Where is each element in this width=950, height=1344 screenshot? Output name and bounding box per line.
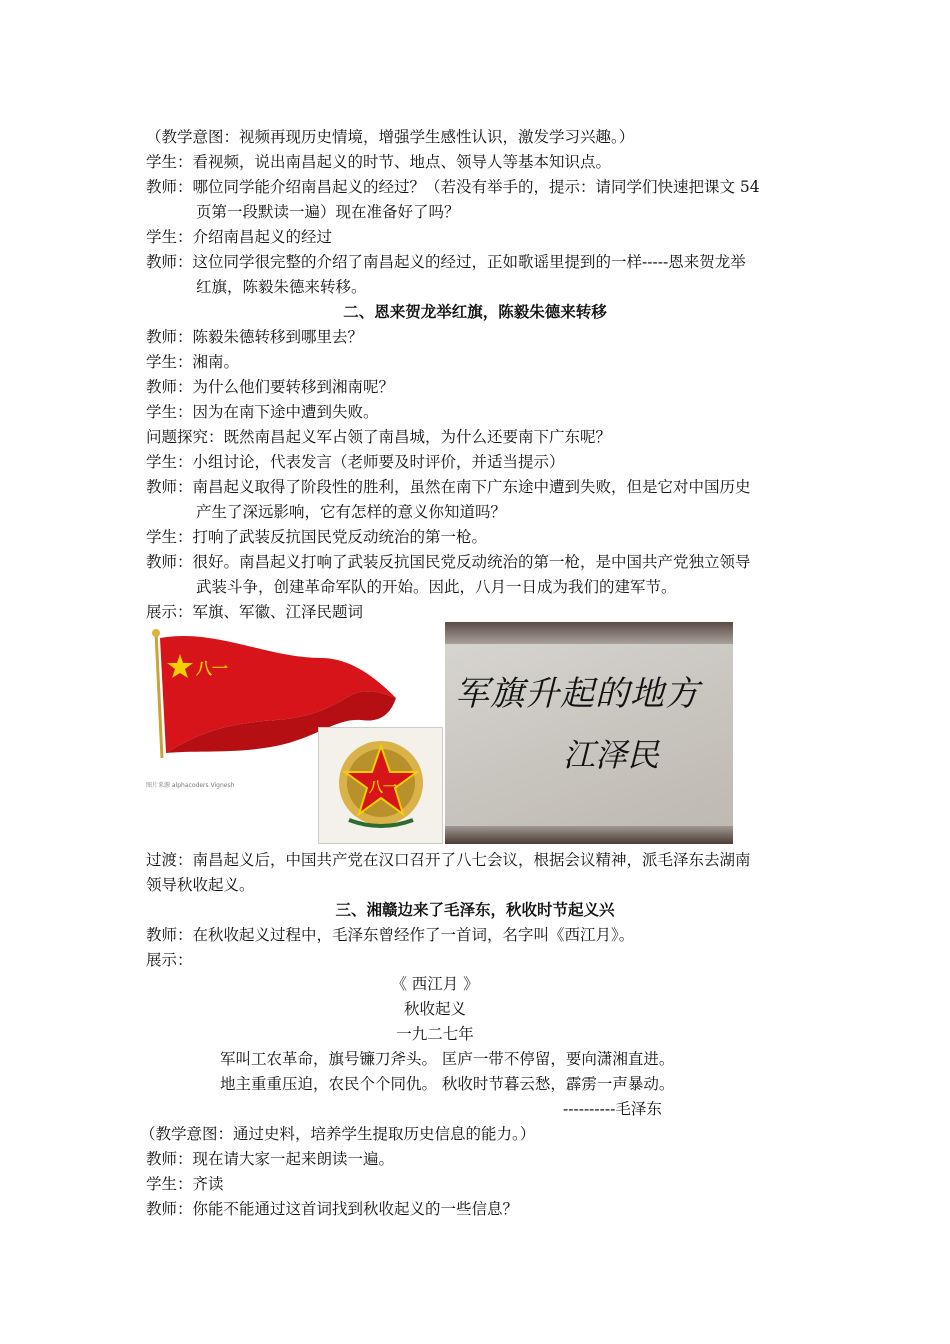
student-line: 学生：看视频，说出南昌起义的时节、地点、领导人等基本知识点。 — [146, 153, 612, 171]
teacher-line: 教师：哪位同学能介绍南昌起义的经过？（若没有举手的，提示：请同学们快速把课文 54 — [146, 178, 760, 196]
teacher-line-cont: 产生了深远影响，它有怎样的意义你知道吗？ — [196, 503, 507, 521]
teacher-line: 教师：你能不能通过这首词找到秋收起义的一些信息？ — [146, 1200, 519, 1218]
student-line: 学生：因为在南下途中遭到失败。 — [146, 403, 379, 421]
student-line: 学生：湘南。 — [146, 353, 240, 371]
poem-subtitle: 秋收起义 — [403, 1000, 466, 1018]
teacher-line-cont: 红旗，陈毅朱德来转移。 — [196, 278, 367, 296]
calligraphy-image — [445, 622, 733, 844]
teaching-intent-2: （教学意图：通过史料，培养学生提取历史信息的能力。） — [140, 1125, 536, 1143]
flag-caption: 图片来源 alphacoders Vignesh — [146, 782, 235, 789]
poem-year: 一九二七年 — [396, 1025, 474, 1043]
badge-text: 八一 — [369, 780, 397, 796]
teacher-line: 教师：南昌起义取得了阶段性的胜利，虽然在南下广东途中遭到失败，但是它对中国历史 — [146, 478, 751, 496]
teacher-line-cont: 武装斗争，创建革命军队的开始。因此，八月一日成为我们的建军节。 — [196, 578, 677, 596]
student-line: 学生：齐读 — [146, 1175, 224, 1193]
poem-line-1: 军叫工农革命，旗号镰刀斧头。 匡庐一带不停留，要向潇湘直进。 — [220, 1050, 675, 1068]
army-badge-image — [318, 727, 443, 844]
calligraphy-signature: 江泽民 — [563, 736, 660, 774]
poem-author: ----------毛泽东 — [563, 1100, 662, 1118]
teacher-line: 教师：在秋收起义过程中，毛泽东曾经作了一首词，名字叫《西江月》。 — [146, 926, 635, 944]
teacher-line-cont: 页第一段默读一遍）现在准备好了吗？ — [196, 203, 460, 221]
transition-line: 过渡：南昌起义后，中国共产党在汉口召开了八七会议，根据会议精神，派毛泽东去湖南 — [146, 851, 751, 869]
display-line: 展示： — [146, 951, 193, 969]
poem-title: 《 西江月 》 — [391, 975, 479, 993]
teacher-line: 教师：这位同学很完整的介绍了南昌起义的经过，正如歌谣里提到的一样-----恩来贺龙举 — [146, 253, 746, 271]
teacher-line: 教师：很好。南昌起义打响了武装反抗国民党反动统治的第一枪，是中国共产党独立领导 — [146, 553, 751, 571]
transition-line-cont: 领导秋收起义。 — [146, 876, 255, 894]
teacher-line: 教师：陈毅朱德转移到哪里去？ — [146, 328, 364, 346]
inquiry-line: 问题探究：既然南昌起义军占领了南昌城，为什么还要南下广东呢？ — [146, 428, 612, 446]
teacher-line: 教师：为什么他们要转移到湘南呢？ — [146, 378, 395, 396]
teacher-line: 教师：现在请大家一起来朗读一遍。 — [146, 1150, 395, 1168]
poem-line-2: 地主重重压迫，农民个个同仇。 秋收时节暮云愁，霹雳一声暴动。 — [220, 1075, 675, 1093]
teaching-intent-1: （教学意图：视频再现历史情境，增强学生感性认识，激发学习兴趣。） — [146, 128, 635, 146]
section-heading-3: 三、湘赣边来了毛泽东，秋收时节起义兴 — [335, 901, 615, 919]
calligraphy-line-1: 军旗升起的地方 — [455, 674, 700, 714]
svg-text:八一: 八一 — [196, 659, 229, 678]
student-line: 学生：打响了武装反抗国民党反动统治的第一枪。 — [146, 528, 488, 546]
display-line: 展示：军旗、军徽、江泽民题词 — [146, 603, 364, 621]
army-badge-icon — [319, 728, 442, 843]
section-heading-2: 二、恩来贺龙举红旗，陈毅朱德来转移 — [343, 303, 607, 321]
student-line: 学生：介绍南昌起义的经过 — [146, 228, 333, 246]
student-line: 学生：小组讨论，代表发言（老师要及时评价，并适当提示） — [146, 453, 565, 471]
